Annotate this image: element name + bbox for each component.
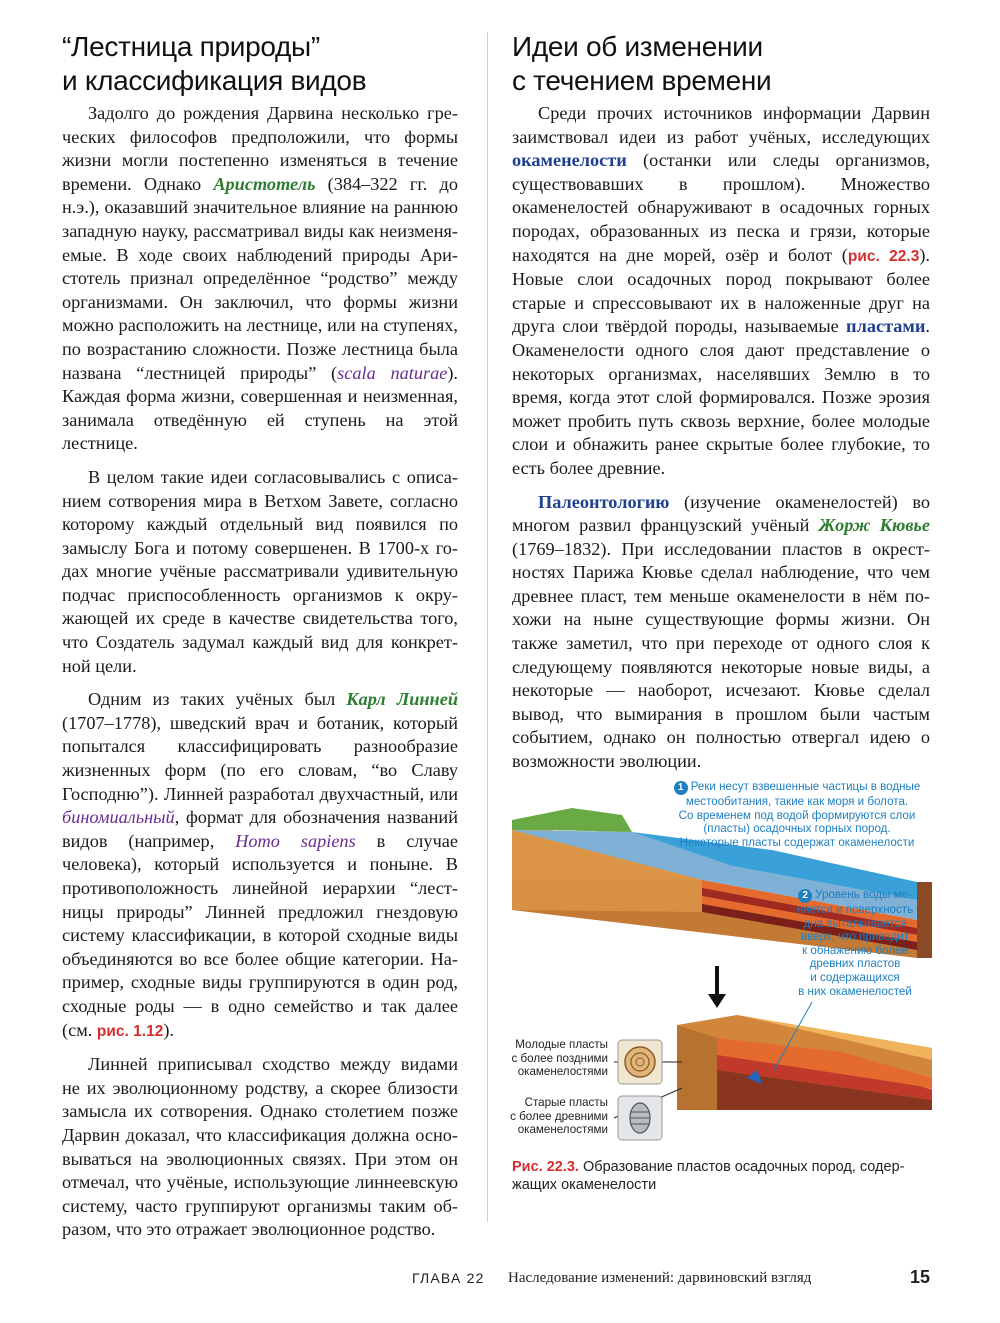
term-scala-naturae: scala naturae [337, 362, 448, 383]
label-old-strata: Старые пласты с более древними окаменелостями [510, 1096, 608, 1137]
right-column [512, 30, 930, 784]
trilobite-fossil-icon [618, 1096, 662, 1140]
figure-ref-22-3[interactable]: рис. 22.3 [847, 247, 920, 265]
page-number: 15 [910, 1267, 931, 1287]
annotation-2: 2 Уровень воды ме- няется и поверхность дна выталкивается вверх, что приводит к обнажению более древних пластов и содержащихся в них окаменелостей [796, 888, 914, 998]
step-number-2: 2 [798, 889, 812, 903]
term-homo-sapiens: Homo sapiens [235, 830, 356, 851]
chapter-title: Наследование изменений: дарвиновский взгляд [508, 1270, 812, 1286]
figure-22-3 [512, 770, 942, 1170]
annotation-1: 1 Реки несут взвешенные частицы в водные местообитания, такие как моря и болота. Со временем под водой формируются слои (пласты) осадочных горных пород. Некоторые пласты содержат окаменелости [662, 780, 932, 849]
label-young-strata: Молодые пласты с более поздними окаменелостями [511, 1038, 608, 1079]
left-column [62, 30, 458, 1252]
term-paleontology: Палеонтологию [538, 491, 670, 512]
paragraph-old-testament: В целом такие идеи согласовывались с описанием сотворения мира в Ветхом Завете, согласно которому каждый отдельный вид появился по замыслу Бога и потому совершенен. В 1700-х годах многие учёные рассматривали удивительную подчас приспособленность организмов к окружающей их среде в качестве свидетельства того, что Создатель задумал каждый вид для конкретной цели. [62, 466, 458, 676]
column-divider [487, 32, 488, 1222]
paragraph-linnaeus: Одним из таких учёных был Карл Линней (1707–1778), шведский врач и ботаник, который попытался классифицировать разнообразие жизненных форм (по его словам, “во Славу Господню”). Линней разработал двухчастный, или биномиальный, формат для обозначения названий видов (например, Homo sapiens в случае человека), который используется и поныне. В противоположность линейной иерархии “лестницы природы” Линней предложил гнездовую систему классификации, в которой сходные виды объединяются во все более общие категории. Например, сходные виды группируются в один род, сходные роды — в одно семейство и так далее (см. рис. 1.12). [62, 689, 458, 1040]
term-fossils: окаменелости [512, 150, 627, 171]
paragraph-cuvier: Палеонтологию (изучение окаменелостей) во многом развил французский учёный Жорж Кювье (1769–1832). При исследовании пластов в окрестностях Парижа Кювье сделал наблюдение, что чем древнее пласт, тем меньше окаменелости в нём похожи на ныне существующие формы жизни. Он также заметил, что при переходе от одного слоя к следующему появляются некоторые новые виды, а некоторые — наоборот, исчезают. Кювье сделал вывод, что вымирания в прошлом были частым событием, однако он полностью отвергал идею о возможности эволюции. [512, 491, 930, 772]
chapter-label: ГЛАВА 22 [412, 1270, 485, 1286]
page-footer [0, 1267, 1000, 1294]
paragraph-aristotle: Задолго до рождения Дарвина несколько греческих философов предположили, что формы жизни могли постепенно изменяться в течение времени. Однако Аристотель (384–322 гг. до н.э.), оказавший значительное влияние на раннюю западную науку, рассматривал виды как неизменяемые. В ходе своих наблюдений природы Аристотель признал определённое “родство” между организмами. Он заключил, что формы жизни можно расположить на лестнице, или на ступенях, по возрастанию сложности. Позже лестница была названа “лестницей природы” (scala naturae). Каждая форма жизни, совершенная и неизменная, занимала отведённую ей ступень на этой лестнице. [62, 103, 459, 454]
name-cuvier: Жорж Кювье [818, 515, 930, 536]
figure-ref-1-12[interactable]: рис. 1.12 [96, 1022, 164, 1040]
block-2-lower [677, 1015, 932, 1110]
name-linnaeus: Карл Линней [346, 689, 458, 710]
paragraph-linnaeus-design: Линней приписывал сходство между видами не их эволюционному родству, а скорее близости замысла их сотворения. Однако столетием позже Дарвин доказал, что классификация должна основываться на эволюционных связях. При этом он отмечал, что учёные, использующие линнеевскую систему, часто группируют организмы таким образом, что это отражает эволюционное родство. [62, 1054, 458, 1240]
paragraph-fossils: Среди прочих источников информации Дарвин заимствовал идеи из работ учёных, исследующих окаменелости (останки или следы организмов, существовавших в прошлом). Множество окаменелостей обнаруживают в осадочных горных породах, образованных из песка и грязи, которые находятся на дне морей, озёр и болот (рис. 22.3). Новые слои осадочных пород покрывают более старые и спрессовывают их в наложенные друг на друга слои твёрдой породы, называемые пластами. Окаменелости одного слоя дают представление о некоторых организмах, населявших Землю в то время, когда этот слой формировался. Позже эрозия может пробить путь сквозь верхние, более молодые слои и обнажить ранее скрытые более глубокие, то есть более древние. [512, 103, 930, 478]
step-number-1: 1 [674, 781, 688, 795]
arrow-down [708, 966, 726, 1008]
caption-ref: Рис. 22.3. [512, 1159, 579, 1175]
figure-caption: Рис. 22.3. Образование пластов осадочных пород, содержащих окаменелости [512, 1159, 905, 1193]
ammonite-fossil-icon [618, 1040, 662, 1084]
section-heading-ladder: “Лестница природы” и классификация видов [62, 31, 367, 96]
term-strata: пластами [846, 316, 926, 337]
section-heading-change: Идеи об изменении с течением времени [512, 31, 772, 96]
term-binomial: биномиальный [62, 807, 175, 828]
name-aristotle: Аристотель [213, 173, 316, 194]
